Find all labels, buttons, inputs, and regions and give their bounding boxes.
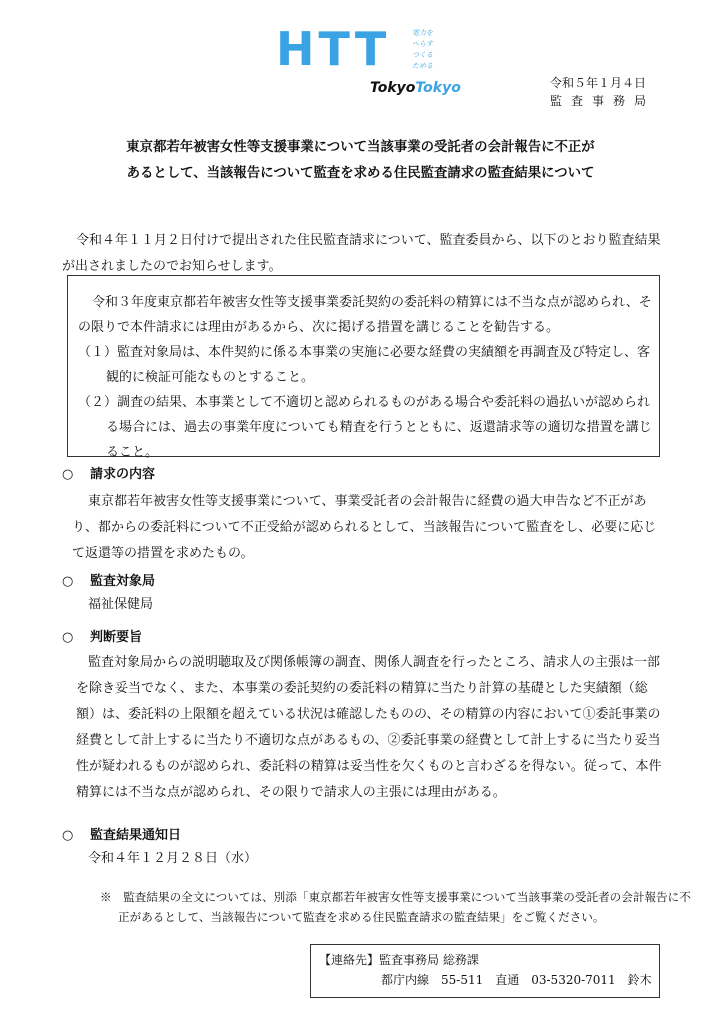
tagline-line: へらす xyxy=(412,40,433,48)
section-heading xyxy=(62,628,662,648)
section-heading xyxy=(62,465,662,485)
circle-bullet-icon: ○ xyxy=(62,467,74,482)
htt-logo xyxy=(276,22,466,106)
circle-bullet-icon: ○ xyxy=(62,630,74,645)
section-notice-date xyxy=(62,826,662,872)
tagline-line: つくる xyxy=(412,51,433,59)
full-text-note: ※ 監査結果の全文については、別添「東京都若年被害女性等支援事業について当該事業の受託者の会計報告に不正があるとして、当該報告について監査を求める住民監査請求の監査結果」をご覧ください。 xyxy=(100,890,691,924)
section-heading xyxy=(62,572,662,592)
section-request xyxy=(62,465,662,567)
document-title xyxy=(0,135,721,187)
recommendation-lead: 令和３年度東京都若年被害女性等支援事業委託契約の委託料の精算には不当な点が認められ、その限りで本件請求には理由があるから、次に掲げる措置を講じることを勧告する。 xyxy=(78,295,652,335)
section-target-bureau xyxy=(62,572,662,618)
recommendation-item: （２）調査の結果、本事業として不適切と認められるものがある場合や委託料の過払いが認められる場合には、過去の事業年度についても精査を行うとともに、返還請求等の適切な措置を講じること。 xyxy=(78,395,652,460)
section-heading-text: 判断要旨 xyxy=(90,630,143,645)
section-body: 東京都若年被害女性等支援事業について、事業受託者の会計報告に経費の過大申告など不正があり、都からの委託料について不正受給が認められるとして、当該報告について監査をし、必要に応じて返還等の措置を求めたもの。 xyxy=(72,494,657,561)
htt-tagline xyxy=(412,28,462,72)
issue-date: 令和５年１月４日 xyxy=(549,76,646,90)
section-heading-text: 監査結果通知日 xyxy=(90,828,182,843)
title-line-1: 東京都若年被害女性等支援事業について当該事業の受託者の会計報告に不正が xyxy=(126,140,595,155)
intro-paragraph: 令和４年１１月２日付けで提出された住民監査請求について、監査委員から、以下のとおり監査結果が出されましたのでお知らせします。 xyxy=(62,233,661,274)
tagline-line: ためる xyxy=(412,62,433,70)
section-body: 福祉保健局 xyxy=(88,597,154,612)
section-body: 令和４年１２月２８日（水） xyxy=(88,851,258,866)
issuing-office: 監査事務局 xyxy=(549,94,655,108)
tokyo-tokyo-logo: TokyoTokyo xyxy=(370,80,461,96)
circle-bullet-icon: ○ xyxy=(62,828,74,843)
section-heading-text: 請求の内容 xyxy=(90,467,156,482)
section-heading-text: 監査対象局 xyxy=(90,574,156,589)
circle-bullet-icon: ○ xyxy=(62,574,74,589)
section-heading xyxy=(62,826,662,846)
title-line-2: あるとして、当該報告について監査を求める住民監査請求の監査結果について xyxy=(126,166,595,181)
section-body: 監査対象局からの説明聴取及び関係帳簿の調査、関係人調査を行ったところ、請求人の主張は一部を除き妥当でなく、また、本事業の委託契約の委託料の精算に当たり計算の基礎とした実績額（総額）は、委託料の上限額を超えている状況は確認したものの、その精算の内容において①委託事業の経費として計上するに当たり不適切な点があるもの、②委託事業の経費として計上するに当たり妥当性が疑われるものが認められ、委託料の精算は妥当性を欠くものと言わざるを得ない。従って、本件精算には不当な点が認められ、その限りで請求人の主張には理由がある。 xyxy=(76,655,662,800)
issue-date-block xyxy=(550,74,655,110)
contact-department: 【連絡先】監査事務局 総務課 xyxy=(319,953,479,967)
contact-phone: 都庁内線 55-511 直通 03-5320-7011 鈴木 xyxy=(381,973,652,987)
tagline-line: 電力を xyxy=(412,29,433,37)
contact-box xyxy=(310,944,660,998)
recommendation-item: （１）監査対象局は、本件契約に係る本事業の実施に必要な経費の実績額を再調査及び特定し、客観的に検証可能なものとすること。 xyxy=(78,345,651,385)
section-judgment-summary xyxy=(62,628,662,806)
htt-logo-text: HTT xyxy=(276,22,391,76)
recommendation-box xyxy=(67,275,660,460)
